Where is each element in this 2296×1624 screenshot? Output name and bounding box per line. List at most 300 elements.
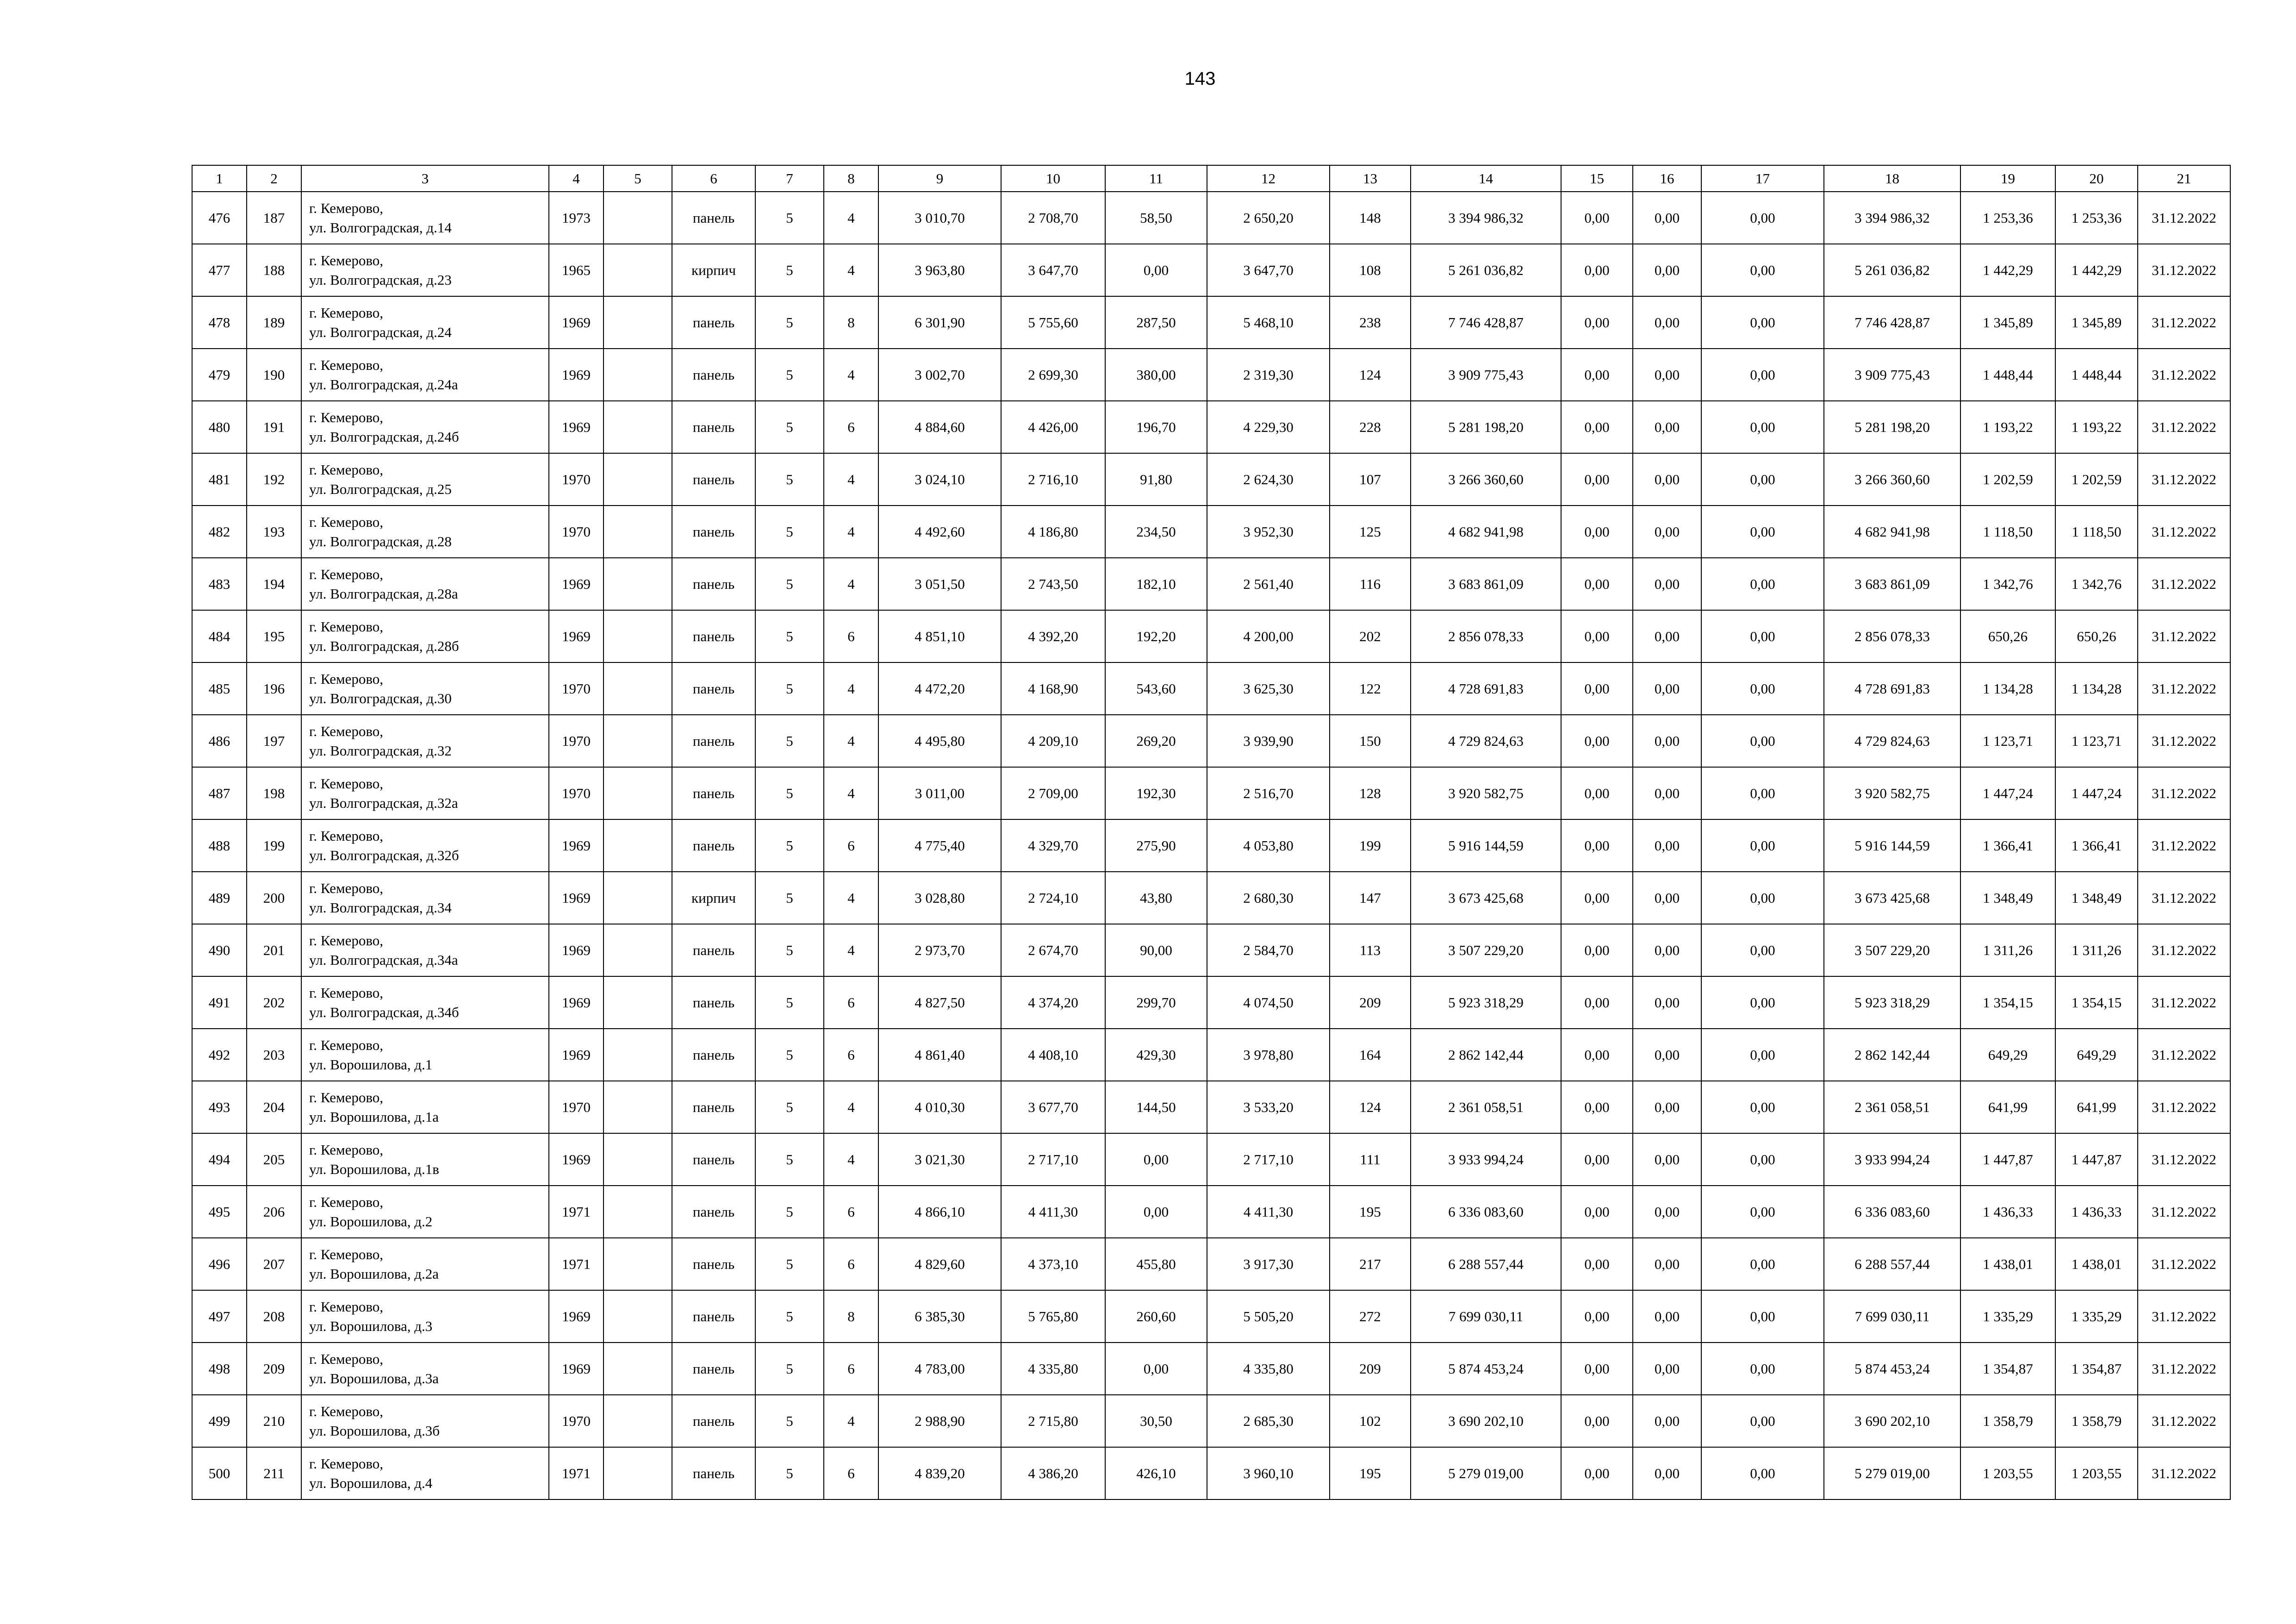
table-row [192, 872, 2230, 924]
cell-col-2: 198 [247, 767, 301, 819]
cell-col-4: 1969 [549, 349, 604, 401]
cell-col-1: 488 [192, 819, 247, 872]
address-city: г. Кемерово, [309, 304, 384, 321]
cell-col-21: 31.12.2022 [2138, 1290, 2230, 1343]
cell-col-7: 5 [755, 453, 824, 506]
cell-col-18: 3 933 994,24 [1824, 1133, 1960, 1186]
cell-col-7: 5 [755, 1081, 824, 1133]
address-city: г. Кемерово, [309, 1089, 384, 1106]
cell-col-10: 4 186,80 [1001, 506, 1105, 558]
address-city: г. Кемерово, [309, 1246, 384, 1262]
cell-col-8: 4 [824, 349, 878, 401]
cell-col-1: 497 [192, 1290, 247, 1343]
cell-col-7: 5 [755, 296, 824, 349]
cell-col-13: 195 [1330, 1186, 1411, 1238]
cell-col-2: 196 [247, 662, 301, 715]
cell-col-9: 2 988,90 [878, 1395, 1001, 1447]
cell-col-2: 207 [247, 1238, 301, 1290]
cell-col-18: 7 699 030,11 [1824, 1290, 1960, 1343]
cell-col-14: 3 507 229,20 [1411, 924, 1561, 976]
column-header-3: 3 [301, 165, 549, 192]
cell-col-4: 1969 [549, 610, 604, 662]
cell-col-6: панель [672, 1290, 755, 1343]
cell-col-5 [604, 1186, 672, 1238]
cell-col-14: 3 673 425,68 [1411, 872, 1561, 924]
cell-col-14: 4 682 941,98 [1411, 506, 1561, 558]
table-row [192, 924, 2230, 976]
cell-col-12: 2 650,20 [1207, 192, 1330, 244]
cell-col-2: 201 [247, 924, 301, 976]
cell-col-12: 2 319,30 [1207, 349, 1330, 401]
cell-col-8: 4 [824, 192, 878, 244]
cell-col-15: 0,00 [1561, 349, 1633, 401]
cell-col-18: 2 862 142,44 [1824, 1029, 1960, 1081]
cell-col-19: 1 447,87 [1960, 1133, 2055, 1186]
cell-col-7: 5 [755, 610, 824, 662]
address-city: г. Кемерово, [309, 775, 384, 792]
cell-col-18: 3 690 202,10 [1824, 1395, 1960, 1447]
cell-col-8: 4 [824, 453, 878, 506]
cell-col-18: 3 507 229,20 [1824, 924, 1960, 976]
cell-col-5 [604, 1081, 672, 1133]
address-street: ул. Волгоградская, д.32б [309, 847, 459, 863]
cell-col-5 [604, 1290, 672, 1343]
cell-col-14: 3 266 360,60 [1411, 453, 1561, 506]
table-row [192, 610, 2230, 662]
cell-col-15: 0,00 [1561, 976, 1633, 1029]
cell-col-15: 0,00 [1561, 924, 1633, 976]
cell-col-4: 1969 [549, 1343, 604, 1395]
cell-col-8: 6 [824, 1343, 878, 1395]
cell-col-13: 107 [1330, 453, 1411, 506]
cell-col-2: 193 [247, 506, 301, 558]
address-cell [301, 1395, 549, 1447]
cell-col-8: 4 [824, 1081, 878, 1133]
cell-col-10: 4 373,10 [1001, 1238, 1105, 1290]
cell-col-20: 1 253,36 [2055, 192, 2138, 244]
cell-col-4: 1970 [549, 715, 604, 767]
table-row [192, 401, 2230, 453]
cell-col-21: 31.12.2022 [2138, 610, 2230, 662]
column-header-2: 2 [247, 165, 301, 192]
table-row [192, 1290, 2230, 1343]
cell-col-19: 1 311,26 [1960, 924, 2055, 976]
address-street: ул. Ворошилова, д.1а [309, 1108, 439, 1125]
cell-col-16: 0,00 [1633, 192, 1701, 244]
cell-col-19: 1 348,49 [1960, 872, 2055, 924]
cell-col-11: 182,10 [1105, 558, 1207, 610]
address-cell [301, 1238, 549, 1290]
cell-col-13: 217 [1330, 1238, 1411, 1290]
cell-col-14: 6 288 557,44 [1411, 1238, 1561, 1290]
cell-col-1: 492 [192, 1029, 247, 1081]
address-city: г. Кемерово, [309, 409, 384, 425]
cell-col-1: 500 [192, 1447, 247, 1499]
cell-col-10: 4 386,20 [1001, 1447, 1105, 1499]
cell-col-1: 495 [192, 1186, 247, 1238]
cell-col-16: 0,00 [1633, 976, 1701, 1029]
cell-col-9: 3 051,50 [878, 558, 1001, 610]
cell-col-15: 0,00 [1561, 662, 1633, 715]
cell-col-19: 650,26 [1960, 610, 2055, 662]
cell-col-12: 2 685,30 [1207, 1395, 1330, 1447]
column-header-1: 1 [192, 165, 247, 192]
cell-col-19: 1 134,28 [1960, 662, 2055, 715]
cell-col-5 [604, 506, 672, 558]
cell-col-20: 1 448,44 [2055, 349, 2138, 401]
cell-col-10: 2 674,70 [1001, 924, 1105, 976]
cell-col-12: 2 516,70 [1207, 767, 1330, 819]
cell-col-11: 43,80 [1105, 872, 1207, 924]
cell-col-11: 426,10 [1105, 1447, 1207, 1499]
cell-col-14: 2 361 058,51 [1411, 1081, 1561, 1133]
cell-col-1: 483 [192, 558, 247, 610]
address-city: г. Кемерово, [309, 461, 384, 478]
cell-col-19: 1 345,89 [1960, 296, 2055, 349]
cell-col-13: 122 [1330, 662, 1411, 715]
cell-col-10: 2 708,70 [1001, 192, 1105, 244]
cell-col-19: 1 438,01 [1960, 1238, 2055, 1290]
cell-col-5 [604, 715, 672, 767]
column-header-15: 15 [1561, 165, 1633, 192]
cell-col-9: 4 492,60 [878, 506, 1001, 558]
cell-col-4: 1970 [549, 662, 604, 715]
cell-col-20: 1 311,26 [2055, 924, 2138, 976]
cell-col-17: 0,00 [1701, 610, 1824, 662]
cell-col-7: 5 [755, 349, 824, 401]
cell-col-1: 486 [192, 715, 247, 767]
cell-col-6: панель [672, 1081, 755, 1133]
cell-col-15: 0,00 [1561, 558, 1633, 610]
cell-col-10: 3 677,70 [1001, 1081, 1105, 1133]
page-number: 143 [1184, 69, 1216, 89]
cell-col-20: 1 203,55 [2055, 1447, 2138, 1499]
cell-col-4: 1969 [549, 401, 604, 453]
cell-col-6: панель [672, 349, 755, 401]
cell-col-20: 1 354,87 [2055, 1343, 2138, 1395]
cell-col-13: 199 [1330, 819, 1411, 872]
address-cell [301, 349, 549, 401]
address-city: г. Кемерово, [309, 513, 384, 530]
cell-col-16: 0,00 [1633, 662, 1701, 715]
cell-col-5 [604, 1133, 672, 1186]
cell-col-12: 3 960,10 [1207, 1447, 1330, 1499]
table-row [192, 1186, 2230, 1238]
cell-col-10: 4 374,20 [1001, 976, 1105, 1029]
cell-col-11: 455,80 [1105, 1238, 1207, 1290]
cell-col-2: 211 [247, 1447, 301, 1499]
cell-col-9: 4 861,40 [878, 1029, 1001, 1081]
cell-col-8: 6 [824, 1447, 878, 1499]
table-body [192, 192, 2230, 1499]
cell-col-15: 0,00 [1561, 1081, 1633, 1133]
address-street: ул. Ворошилова, д.3б [309, 1422, 440, 1439]
address-city: г. Кемерово, [309, 880, 384, 896]
address-cell [301, 558, 549, 610]
address-city: г. Кемерово, [309, 932, 384, 949]
column-header-6: 6 [672, 165, 755, 192]
cell-col-17: 0,00 [1701, 976, 1824, 1029]
cell-col-14: 5 261 036,82 [1411, 244, 1561, 296]
address-cell [301, 1133, 549, 1186]
cell-col-10: 2 699,30 [1001, 349, 1105, 401]
cell-col-16: 0,00 [1633, 1238, 1701, 1290]
cell-col-13: 164 [1330, 1029, 1411, 1081]
cell-col-10: 5 755,60 [1001, 296, 1105, 349]
cell-col-6: панель [672, 401, 755, 453]
cell-col-10: 3 647,70 [1001, 244, 1105, 296]
cell-col-20: 1 438,01 [2055, 1238, 2138, 1290]
cell-col-18: 2 361 058,51 [1824, 1081, 1960, 1133]
cell-col-9: 4 839,20 [878, 1447, 1001, 1499]
cell-col-20: 1 354,15 [2055, 976, 2138, 1029]
address-street: ул. Волгоградская, д.23 [309, 271, 452, 288]
cell-col-21: 31.12.2022 [2138, 1133, 2230, 1186]
cell-col-10: 2 716,10 [1001, 453, 1105, 506]
cell-col-6: кирпич [672, 872, 755, 924]
cell-col-2: 190 [247, 349, 301, 401]
column-header-14: 14 [1411, 165, 1561, 192]
column-number-header-row [192, 165, 2230, 192]
cell-col-16: 0,00 [1633, 1343, 1701, 1395]
cell-col-13: 148 [1330, 192, 1411, 244]
cell-col-14: 3 394 986,32 [1411, 192, 1561, 244]
cell-col-15: 0,00 [1561, 453, 1633, 506]
cell-col-21: 31.12.2022 [2138, 1343, 2230, 1395]
cell-col-4: 1969 [549, 558, 604, 610]
cell-col-20: 649,29 [2055, 1029, 2138, 1081]
column-header-12: 12 [1207, 165, 1330, 192]
cell-col-14: 5 281 198,20 [1411, 401, 1561, 453]
address-street: ул. Волгоградская, д.25 [309, 481, 452, 497]
cell-col-20: 1 447,87 [2055, 1133, 2138, 1186]
cell-col-7: 5 [755, 1238, 824, 1290]
cell-col-4: 1971 [549, 1186, 604, 1238]
cell-col-8: 4 [824, 506, 878, 558]
cell-col-15: 0,00 [1561, 819, 1633, 872]
cell-col-8: 4 [824, 872, 878, 924]
cell-col-7: 5 [755, 506, 824, 558]
cell-col-1: 480 [192, 401, 247, 453]
cell-col-16: 0,00 [1633, 1290, 1701, 1343]
cell-col-20: 650,26 [2055, 610, 2138, 662]
address-street: ул. Волгоградская, д.28 [309, 533, 452, 550]
cell-col-21: 31.12.2022 [2138, 401, 2230, 453]
cell-col-7: 5 [755, 1395, 824, 1447]
cell-col-17: 0,00 [1701, 506, 1824, 558]
housing-registry-table [192, 165, 2231, 1500]
table-row [192, 296, 2230, 349]
cell-col-2: 204 [247, 1081, 301, 1133]
cell-col-8: 6 [824, 401, 878, 453]
address-street: ул. Волгоградская, д.34а [309, 951, 458, 968]
cell-col-18: 5 874 453,24 [1824, 1343, 1960, 1395]
cell-col-1: 479 [192, 349, 247, 401]
cell-col-8: 6 [824, 1029, 878, 1081]
address-city: г. Кемерово, [309, 1037, 384, 1053]
cell-col-6: панель [672, 1343, 755, 1395]
table-row [192, 1343, 2230, 1395]
cell-col-20: 1 447,24 [2055, 767, 2138, 819]
cell-col-5 [604, 453, 672, 506]
cell-col-4: 1969 [549, 924, 604, 976]
cell-col-6: панель [672, 1395, 755, 1447]
cell-col-5 [604, 401, 672, 453]
cell-col-17: 0,00 [1701, 819, 1824, 872]
column-header-21: 21 [2138, 165, 2230, 192]
cell-col-17: 0,00 [1701, 1290, 1824, 1343]
cell-col-9: 3 028,80 [878, 872, 1001, 924]
cell-col-19: 1 202,59 [1960, 453, 2055, 506]
cell-col-6: панель [672, 767, 755, 819]
cell-col-15: 0,00 [1561, 244, 1633, 296]
address-city: г. Кемерово, [309, 200, 384, 216]
cell-col-13: 209 [1330, 1343, 1411, 1395]
cell-col-20: 1 345,89 [2055, 296, 2138, 349]
cell-col-12: 2 624,30 [1207, 453, 1330, 506]
cell-col-4: 1969 [549, 1133, 604, 1186]
cell-col-17: 0,00 [1701, 662, 1824, 715]
cell-col-15: 0,00 [1561, 1395, 1633, 1447]
cell-col-1: 487 [192, 767, 247, 819]
column-header-9: 9 [878, 165, 1001, 192]
cell-col-20: 641,99 [2055, 1081, 2138, 1133]
cell-col-10: 4 426,00 [1001, 401, 1105, 453]
cell-col-5 [604, 872, 672, 924]
cell-col-8: 4 [824, 558, 878, 610]
cell-col-18: 3 683 861,09 [1824, 558, 1960, 610]
cell-col-5 [604, 349, 672, 401]
cell-col-8: 4 [824, 1133, 878, 1186]
cell-col-2: 203 [247, 1029, 301, 1081]
address-city: г. Кемерово, [309, 566, 384, 582]
cell-col-14: 3 920 582,75 [1411, 767, 1561, 819]
cell-col-7: 5 [755, 1343, 824, 1395]
cell-col-12: 3 917,30 [1207, 1238, 1330, 1290]
cell-col-2: 205 [247, 1133, 301, 1186]
cell-col-2: 189 [247, 296, 301, 349]
cell-col-7: 5 [755, 558, 824, 610]
cell-col-7: 5 [755, 244, 824, 296]
cell-col-4: 1970 [549, 453, 604, 506]
cell-col-2: 194 [247, 558, 301, 610]
cell-col-11: 543,60 [1105, 662, 1207, 715]
table-row [192, 976, 2230, 1029]
address-city: г. Кемерово, [309, 670, 384, 687]
cell-col-9: 3 011,00 [878, 767, 1001, 819]
cell-col-6: панель [672, 192, 755, 244]
cell-col-7: 5 [755, 401, 824, 453]
address-street: ул. Волгоградская, д.28а [309, 585, 458, 602]
cell-col-12: 3 533,20 [1207, 1081, 1330, 1133]
cell-col-5 [604, 767, 672, 819]
cell-col-13: 108 [1330, 244, 1411, 296]
cell-col-12: 3 978,80 [1207, 1029, 1330, 1081]
cell-col-6: панель [672, 1186, 755, 1238]
cell-col-10: 4 209,10 [1001, 715, 1105, 767]
cell-col-18: 3 920 582,75 [1824, 767, 1960, 819]
cell-col-16: 0,00 [1633, 1029, 1701, 1081]
cell-col-14: 5 874 453,24 [1411, 1343, 1561, 1395]
cell-col-12: 4 229,30 [1207, 401, 1330, 453]
cell-col-15: 0,00 [1561, 610, 1633, 662]
cell-col-9: 4 866,10 [878, 1186, 1001, 1238]
table-row [192, 1238, 2230, 1290]
cell-col-1: 498 [192, 1343, 247, 1395]
cell-col-17: 0,00 [1701, 244, 1824, 296]
cell-col-17: 0,00 [1701, 1343, 1824, 1395]
cell-col-18: 5 261 036,82 [1824, 244, 1960, 296]
cell-col-13: 228 [1330, 401, 1411, 453]
column-header-19: 19 [1960, 165, 2055, 192]
cell-col-5 [604, 1029, 672, 1081]
cell-col-2: 197 [247, 715, 301, 767]
cell-col-16: 0,00 [1633, 767, 1701, 819]
cell-col-16: 0,00 [1633, 401, 1701, 453]
cell-col-9: 6 301,90 [878, 296, 1001, 349]
address-cell [301, 924, 549, 976]
cell-col-19: 1 193,22 [1960, 401, 2055, 453]
cell-col-15: 0,00 [1561, 1133, 1633, 1186]
cell-col-7: 5 [755, 976, 824, 1029]
cell-col-1: 476 [192, 192, 247, 244]
cell-col-4: 1969 [549, 296, 604, 349]
cell-col-2: 187 [247, 192, 301, 244]
cell-col-4: 1969 [549, 1290, 604, 1343]
cell-col-9: 4 884,60 [878, 401, 1001, 453]
cell-col-16: 0,00 [1633, 715, 1701, 767]
cell-col-8: 4 [824, 1395, 878, 1447]
cell-col-17: 0,00 [1701, 296, 1824, 349]
address-city: г. Кемерово, [309, 1403, 384, 1419]
cell-col-6: панель [672, 453, 755, 506]
cell-col-9: 4 775,40 [878, 819, 1001, 872]
cell-col-11: 192,30 [1105, 767, 1207, 819]
cell-col-14: 5 923 318,29 [1411, 976, 1561, 1029]
cell-col-13: 272 [1330, 1290, 1411, 1343]
cell-col-14: 3 909 775,43 [1411, 349, 1561, 401]
cell-col-1: 478 [192, 296, 247, 349]
cell-col-20: 1 202,59 [2055, 453, 2138, 506]
address-cell [301, 1343, 549, 1395]
cell-col-10: 2 743,50 [1001, 558, 1105, 610]
cell-col-21: 31.12.2022 [2138, 349, 2230, 401]
cell-col-19: 1 123,71 [1960, 715, 2055, 767]
cell-col-11: 275,90 [1105, 819, 1207, 872]
cell-col-18: 5 279 019,00 [1824, 1447, 1960, 1499]
cell-col-12: 4 053,80 [1207, 819, 1330, 872]
cell-col-19: 1 448,44 [1960, 349, 2055, 401]
cell-col-1: 482 [192, 506, 247, 558]
cell-col-21: 31.12.2022 [2138, 662, 2230, 715]
cell-col-16: 0,00 [1633, 1186, 1701, 1238]
cell-col-15: 0,00 [1561, 715, 1633, 767]
cell-col-14: 7 746 428,87 [1411, 296, 1561, 349]
cell-col-18: 3 909 775,43 [1824, 349, 1960, 401]
cell-col-7: 5 [755, 1029, 824, 1081]
cell-col-4: 1970 [549, 767, 604, 819]
cell-col-18: 5 916 144,59 [1824, 819, 1960, 872]
cell-col-21: 31.12.2022 [2138, 453, 2230, 506]
cell-col-4: 1969 [549, 872, 604, 924]
cell-col-18: 3 394 986,32 [1824, 192, 1960, 244]
cell-col-15: 0,00 [1561, 1447, 1633, 1499]
cell-col-5 [604, 192, 672, 244]
cell-col-1: 484 [192, 610, 247, 662]
address-cell [301, 976, 549, 1029]
table-row [192, 1029, 2230, 1081]
cell-col-4: 1969 [549, 819, 604, 872]
